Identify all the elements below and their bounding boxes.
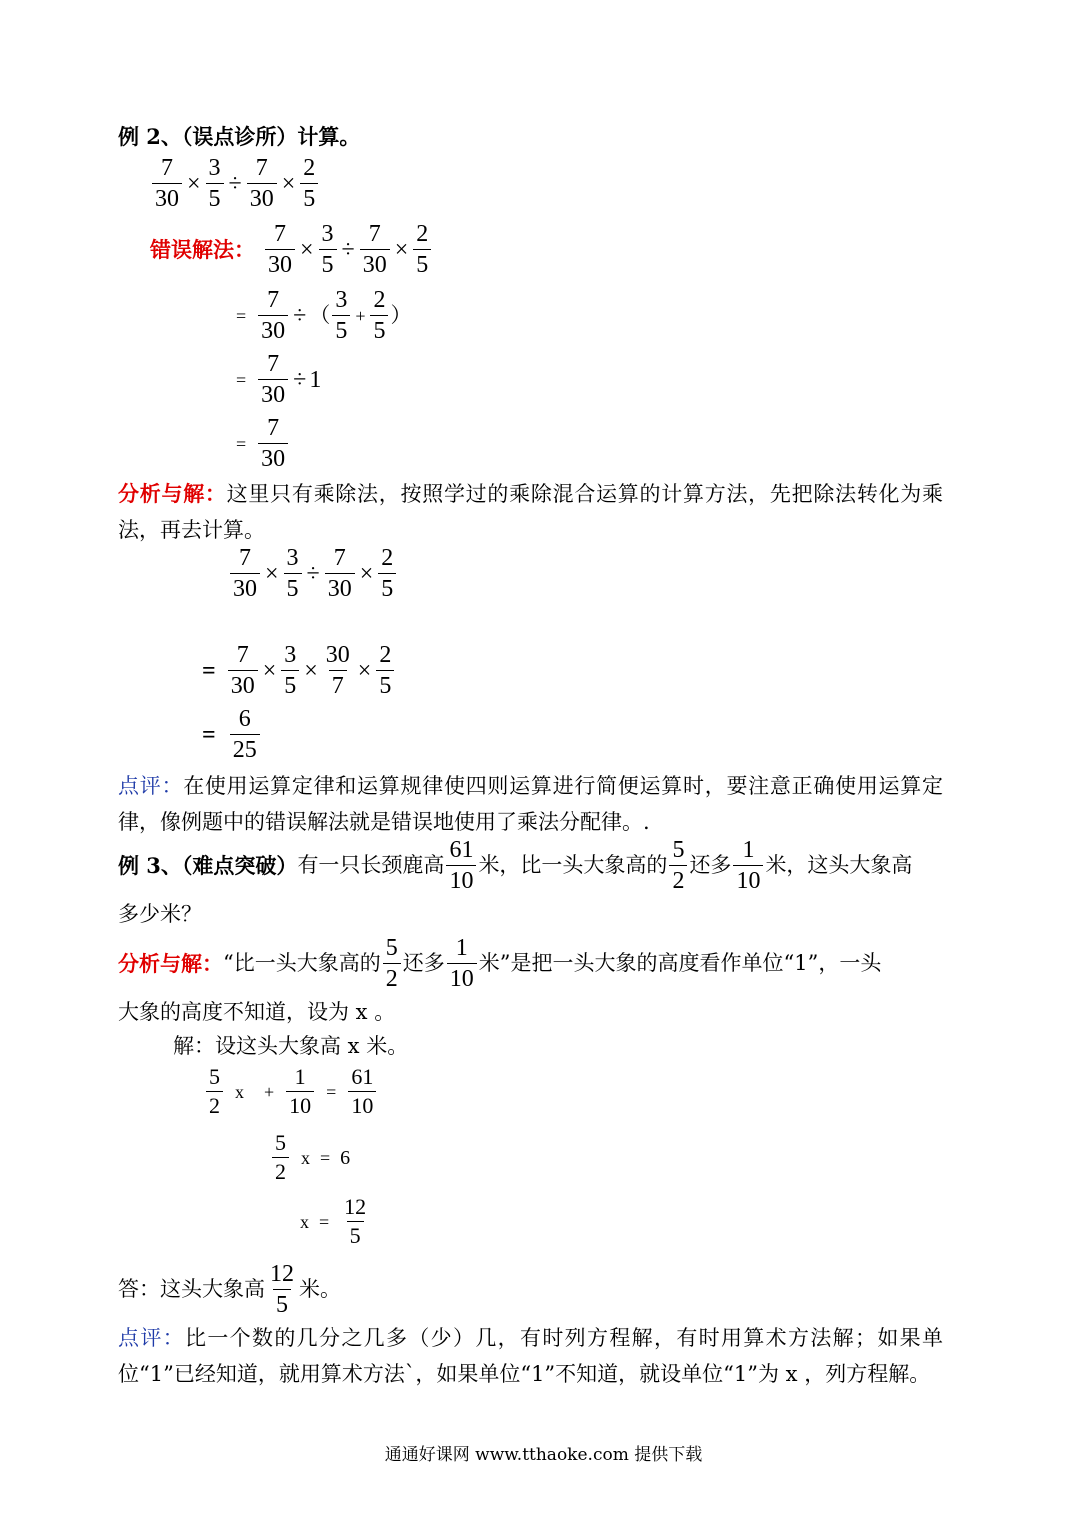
equation-line-3: x = $\frac{12}{5}$ — [300, 1194, 367, 1248]
wrong-solution-line-2: = $\frac{7}{30}$ ÷ （ $\frac{3}{5}$ + $\frac{2}{5}$ ） — [236, 287, 412, 344]
equation-line-2: $\frac{5}{2}$ x = 6 — [270, 1132, 360, 1183]
example-3-line-2: 多少米？ — [118, 902, 202, 926]
example-3-title: 例 3、（难点突破） — [118, 853, 298, 878]
analysis-label: 分析与解： — [118, 481, 227, 506]
comment-label: 点评： — [118, 1326, 185, 1350]
correct-solution-result: = $\frac{6}{25}$ — [202, 707, 262, 762]
fraction: $\frac{7}{30}$ — [152, 156, 182, 211]
analysis-paragraph-1: 分析与解：这里只有乘除法，按照学过的乘除混合运算的计算方法，先把除法转化为乘法，再去计算。 — [118, 481, 944, 542]
fraction: $\frac{2}{5}$ — [300, 156, 318, 211]
fraction: $\frac{7}{30}$ — [247, 156, 277, 211]
analysis-label: 分析与解： — [118, 951, 223, 976]
correct-solution-line-1: $\frac{7}{30}$ × $\frac{3}{5}$ ÷ $\frac{7}{30}$ × $\frac{2}{5}$ — [228, 546, 398, 601]
page-footer: 通通好课网 www.tthaoke.com 提供下载 — [384, 1445, 703, 1465]
problem-expression: $\frac{7}{30}$ × $\frac{3}{5}$ ÷ $\frac{7}{30}$ × $\frac{2}{5}$ — [150, 156, 320, 211]
wrong-solution-line-3: = $\frac{7}{30}$ ÷ 1 — [236, 351, 322, 408]
fraction: $\frac{3}{5}$ — [206, 156, 224, 211]
answer-line: 答：这头大象高 $\frac{12}{5}$ 米。 — [118, 1261, 341, 1318]
example-2-title: 例 2、（误点诊所）计算。 — [118, 124, 361, 149]
comment-label: 点评： — [118, 774, 184, 798]
analysis-paragraph-2-line-1: 分析与解： “比一头大象高的 $\frac{5}{2}$ 还多 $\frac{1}{10}$ 米”是把一头大象的高度看作单位“1”，一头 — [118, 935, 882, 992]
wrong-solution-line-1: 错误解法： $\frac{7}{30}$ × $\frac{3}{5}$ ÷ $\frac{7}{30}$ × $\frac{2}{5}$ — [150, 222, 433, 277]
wrong-solution-label: 错误解法： — [150, 237, 255, 262]
equation-line-1: $\frac{5}{2}$ x + $\frac{1}{10}$ = $\frac{61}{10}$ — [204, 1066, 378, 1117]
comment-paragraph-1: 点评：在使用运算定律和运算规律使四则运算进行简便运算时，要注意正确使用运算定律，像例题中的错误解法就是错误地使用了乘法分配律。. — [118, 774, 944, 834]
example-3-line-1: 例 3、（难点突破） 有一只长颈鹿高 $\frac{61}{10}$ 米，比一头大象高的 $\frac{5}{2}$ 还多 $\frac{1}{10}$ 米，这头大象高 — [118, 837, 913, 894]
comment-paragraph-2: 点评：比一个数的几分之几多（少）几，有时列方程解，有时用算术方法解；如果单位“1”已经知道，就用算术方法`，如果单位“1”不知道，就设单位“1”为 x ，列方程解。 — [118, 1326, 943, 1386]
correct-solution-line-2: = $\frac{7}{30}$ × $\frac{3}{5}$ × $\frac{30}{7}$ × $\frac{2}{5}$ — [202, 643, 396, 698]
solution-setup: 解：设这头大象高 x 米。 — [173, 1034, 409, 1058]
wrong-solution-line-4: = $\frac{7}{30}$ — [236, 416, 290, 471]
analysis-paragraph-2-line-2: 大象的高度不知道，设为 x 。 — [118, 1000, 396, 1024]
